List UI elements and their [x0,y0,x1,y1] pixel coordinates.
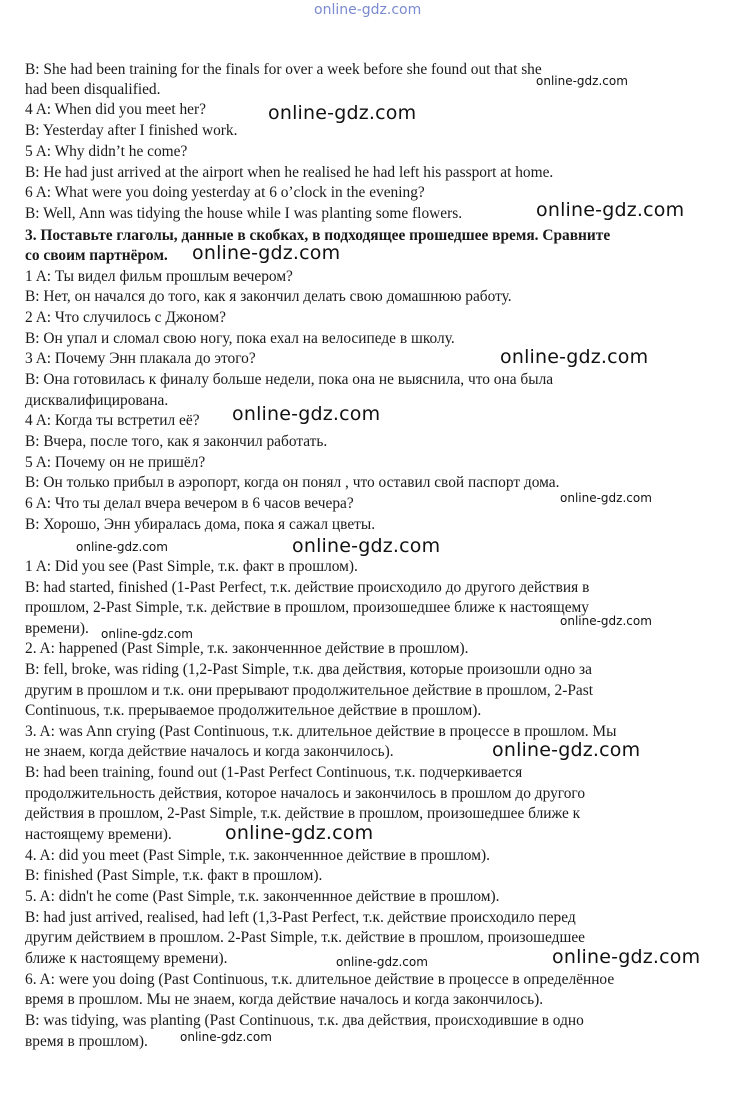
text-line: B: was tidying, was planting (Past Continuous, т.к. два действия, происходившие в одно [25,1012,584,1029]
text-line: время в прошлом. Мы не знаем, когда действие началось и когда закончилось). [25,991,544,1008]
text-line: B: Нет, он начался до того, как я закончил делать свою домашнюю работу. [25,288,512,305]
text-line: B: had started, finished (1-Past Perfect, т.к. действие происходило до другого действия в [25,579,590,596]
watermark: online-gdz.com [268,102,417,124]
watermark: online-gdz.com [500,346,649,368]
watermark-top: online-gdz.com [314,2,422,18]
watermark: online-gdz.com [560,614,652,628]
text-line: B: Он только прибыл в аэропорт, когда он понял , что оставил свой паспорт дома. [25,474,560,491]
watermark: online-gdz.com [552,946,701,968]
text-line: ближе к настоящему времени). [25,950,228,967]
watermark: online-gdz.com [180,1030,272,1044]
text-line: действия в прошлом, 2-Past Simple, т.к. действие в прошлом, произошедшее ближе к [25,805,581,822]
text-line: B: fell, broke, was riding (1,2-Past Simple, т.к. два действия, которые произошли одно за [25,661,592,678]
text-line: не знаем, когда действие началось и когда закончилось). [25,743,394,760]
text-line: 6 A: What were you doing yesterday at 6 o’clock in the evening? [25,184,425,201]
text-line: 3. A: was Ann crying (Past Continuous, т.к. длительное действие в процессе в прошлом. Мы [25,723,617,740]
text-line: B: Well, Ann was tidying the house while I was planting some flowers. [25,205,463,222]
watermark: online-gdz.com [536,199,685,221]
watermark: online-gdz.com [76,540,168,554]
text-line: 5 A: Why didn’t he come? [25,143,188,160]
text-line: времени). [25,620,89,637]
text-line: 1 A: Ты видел фильм прошлым вечером? [25,268,293,285]
text-line: B: Он упал и сломал свою ногу, пока ехал на велосипеде в школу. [25,330,455,347]
text-line: B: He had just arrived at the airport when he realised he had left his passport at home. [25,164,554,181]
text-line: B: Yesterday after I finished work. [25,122,238,139]
text-line: B: had just arrived, realised, had left (1,3-Past Perfect, т.к. действие происходило перед [25,909,576,926]
watermark: online-gdz.com [492,739,641,761]
text-line: продолжительность действия, которое началось и закончилось в прошлом до другого [25,785,586,802]
watermark: online-gdz.com [232,403,381,425]
text-line: время в прошлом). [25,1033,148,1050]
text-line: B: had been training, found out (1-Past Perfect Continuous, т.к. подчеркивается [25,764,523,781]
text-line: 4. A: did you meet (Past Simple, т.к. законченнное действие в прошлом). [25,847,490,864]
text-line: B: finished (Past Simple, т.к. факт в прошлом). [25,867,323,884]
text-line: 5 A: Почему он не пришёл? [25,454,206,471]
text-line: B: Хорошо, Энн убиралась дома, пока я сажал цветы. [25,516,376,533]
watermark: online-gdz.com [560,491,652,505]
text-line: 1 A: Did you see (Past Simple, т.к. факт в прошлом). [25,558,358,575]
text-line: B: Вчера, после того, как я закончил работать. [25,433,328,450]
watermark: online-gdz.com [225,822,374,844]
watermark: online-gdz.com [192,242,341,264]
text-line: 5. A: didn't he come (Past Simple, т.к. законченнное действие в прошлом). [25,888,500,905]
text-line: B: She had been training for the finals for over a week before she found out that she [25,61,542,78]
text-line: другим действием в прошлом. 2-Past Simple, т.к. действие в прошлом, произошедшее [25,929,585,946]
text-line: 2. A: happened (Past Simple, т.к. законченнное действие в прошлом). [25,640,469,657]
watermark: online-gdz.com [292,535,441,557]
text-line: 2 A: Что случилось с Джоном? [25,309,226,326]
text-line: дисквалифицирована. [25,392,169,409]
text-line: другим в прошлом и т.к. они прерывают продолжительное действие в прошлом, 2-Past [25,682,594,699]
watermark: online-gdz.com [336,955,428,969]
watermark: online-gdz.com [101,627,193,641]
text-line: 6. A: were you doing (Past Continuous, т.к. длительное действие в процессе в определённое [25,971,615,988]
text-line: 4 A: When did you meet her? [25,101,206,118]
text-line: прошлом, 2-Past Simple, т.к. действие в прошлом, произошедшее ближе к настоящему [25,599,589,616]
text-line: had been disqualified. [25,81,161,98]
text-line: 6 A: Что ты делал вчера вечером в 6 часов вечера? [25,495,354,512]
text-line: 4 A: Когда ты встретил её? [25,412,200,429]
text-line: Continuous, т.к. прерываемое продолжительное действие в прошлом). [25,702,482,719]
text-line: B: Она готовилась к финалу больше недели, пока она не выяснила, что она была [25,371,554,388]
text-line: настоящему времени). [25,826,172,843]
exercise-heading: 3. Поставьте глаголы, данные в скобках, в подходящее прошедшее время. Сравните [25,227,611,244]
watermark: online-gdz.com [536,74,628,88]
exercise-heading: со своим партнёром. [25,247,168,264]
text-line: 3 A: Почему Энн плакала до этого? [25,350,256,367]
